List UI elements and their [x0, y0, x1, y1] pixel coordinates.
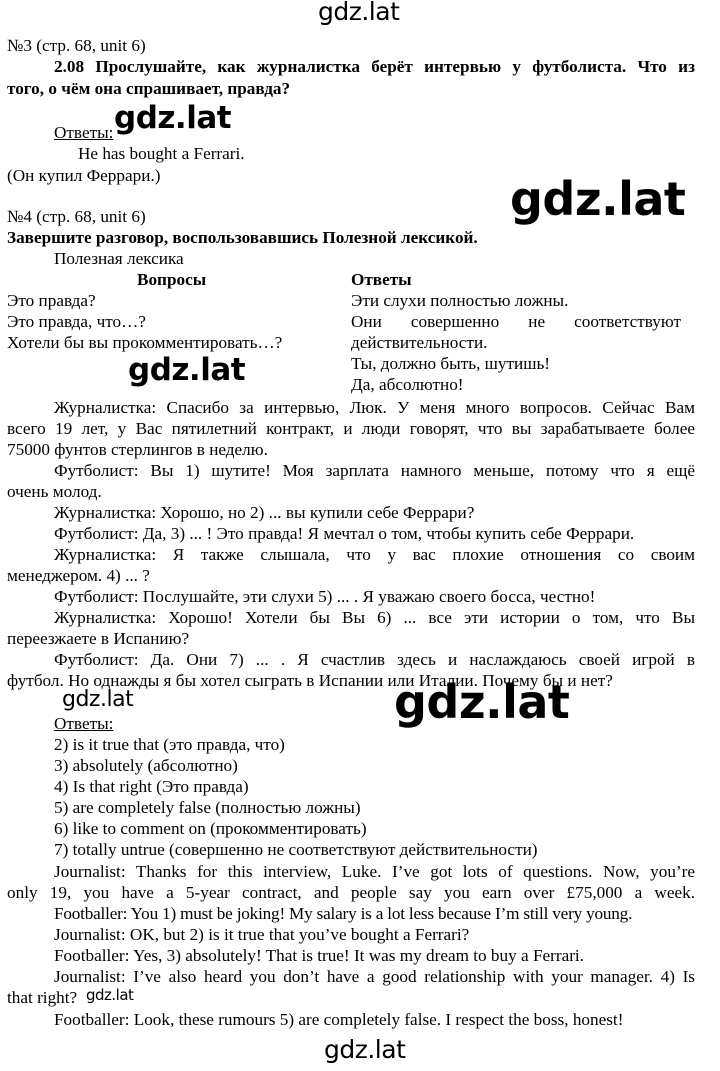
dialogue-en-line: Journalist: Thanks for this interview, Luke. I’ve got lots of questions. Now, you’re — [54, 862, 695, 881]
dialogue-ru-line: Журналистка: Спасибо за интервью, Люк. У меня много вопросов. Сейчас Вам — [54, 398, 695, 417]
vocab-answer: действительности. — [351, 333, 488, 352]
watermark-top: gdz.lat — [318, 0, 400, 26]
exercise-4-heading: №4 (стр. 68, unit 6) — [7, 207, 146, 226]
exercise-3-answer-ru: (Он купил Феррари.) — [7, 166, 161, 185]
questions-header: Вопросы — [137, 270, 207, 289]
vocab-question: Это правда, что…? — [7, 312, 146, 331]
exercise-3-heading: №3 (стр. 68, unit 6) — [7, 36, 146, 55]
useful-vocab-title: Полезная лексика — [54, 249, 184, 268]
vocab-answer: Эти слухи полностью ложны. — [351, 291, 569, 310]
answers-header: Ответы — [351, 270, 412, 289]
dialogue-en-line: that right? — [7, 988, 78, 1007]
dialogue-en-line: Journalist: OK, but 2) is it true that you’ve bought a Ferrari? — [54, 925, 470, 944]
dialogue-ru-line: Журналистка: Я также слышала, что у вас плохие отношения со своим — [54, 545, 695, 564]
dialogue-en-line: only 19, you have a 5-year contract, and people say you earn over £75,000 a week. — [7, 883, 695, 902]
exercise-3-answer-en: He has bought a Ferrari. — [78, 144, 245, 163]
dialogue-en-line: Footballer: You 1) must be joking! My salary is a lot less because I’m still very young. — [54, 904, 633, 923]
watermark: gdz.lat — [128, 352, 246, 388]
answer-item: 7) totally untrue (совершенно не соответствуют действительности) — [54, 840, 538, 859]
answer-item: 5) are completely false (полностью ложны) — [54, 798, 361, 817]
dialogue-en-line: Footballer: Look, these rumours 5) are completely false. I respect the boss, honest! — [54, 1010, 624, 1029]
watermark: gdz.lat — [114, 100, 232, 136]
vocab-question: Хотели бы вы прокомментировать…? — [7, 333, 283, 352]
dialogue-ru-line: Футболист: Да. Они 7) ... . Я счастлив здесь и наслаждаюсь своей игрой в — [54, 650, 695, 669]
dialogue-ru-line: очень молод. — [7, 482, 102, 501]
exercise-3-answers-label: Ответы: — [54, 123, 114, 142]
exercise-3-task-line: того, о чём она спрашивает, правда? — [7, 79, 291, 98]
exercise-3-task-line: 2.08 Прослушайте, как журналистка берёт интервью у футболиста. Что из — [54, 57, 695, 76]
dialogue-en-line: Footballer: Yes, 3) absolutely! That is true! It was my dream to buy a Ferrari. — [54, 946, 584, 965]
dialogue-ru-line: всего 19 лет, у Вас пятилетний контракт, и люди говорят, что вы зарабатываете более — [7, 419, 695, 438]
dialogue-en-line: Journalist: I’ve also heard you don’t have a good relationship with your manager. 4) Is — [54, 967, 695, 986]
vocab-question: Это правда? — [7, 291, 96, 310]
watermark: gdz.lat — [62, 687, 134, 712]
exercise-4-task: Завершите разговор, воспользовавшись Полезной лексикой. — [7, 228, 478, 247]
dialogue-ru-line: менеджером. 4) ... ? — [7, 566, 150, 585]
answer-item: 3) absolutely (абсолютно) — [54, 756, 238, 775]
dialogue-ru-line: Журналистка: Хорошо! Хотели бы Вы 6) ... все эти истории о том, что Вы — [54, 608, 695, 627]
watermark: gdz.lat — [86, 986, 134, 1004]
watermark: gdz.lat — [394, 675, 570, 729]
answer-item: 4) Is that right (Это правда) — [54, 777, 249, 796]
exercise-4-answers-label: Ответы: — [54, 714, 114, 733]
dialogue-ru-line: 75000 фунтов стерлингов в неделю. — [7, 440, 268, 459]
dialogue-ru-line: Футболист: Да, 3) ... ! Это правда! Я мечтал о том, чтобы купить себе Феррари. — [54, 524, 635, 543]
vocab-answer: Да, абсолютно! — [351, 375, 464, 394]
watermark-bottom: gdz.lat — [324, 1035, 406, 1064]
dialogue-ru-line: Журналистка: Хорошо, но 2) ... вы купили себе Феррари? — [54, 503, 475, 522]
watermark: gdz.lat — [510, 172, 686, 226]
dialogue-ru-line: Футболист: Послушайте, эти слухи 5) ... . Я уважаю своего босса, честно! — [54, 587, 596, 606]
dialogue-ru-line: Футболист: Вы 1) шутите! Моя зарплата намного меньше, потому что я ещё — [54, 461, 695, 480]
vocab-answer: Ты, должно быть, шутишь! — [351, 354, 551, 373]
dialogue-ru-line: футбол. Но однажды я бы хотел сыграть в Испании или Италии. Почему бы и нет? — [7, 671, 613, 690]
answer-item: 2) is it true that (это правда, что) — [54, 735, 285, 754]
vocab-answer: Они совершенно не соответствуют — [351, 312, 681, 331]
dialogue-ru-line: переезжаете в Испанию? — [7, 629, 190, 648]
answer-item: 6) like to comment on (прокомментировать) — [54, 819, 367, 838]
